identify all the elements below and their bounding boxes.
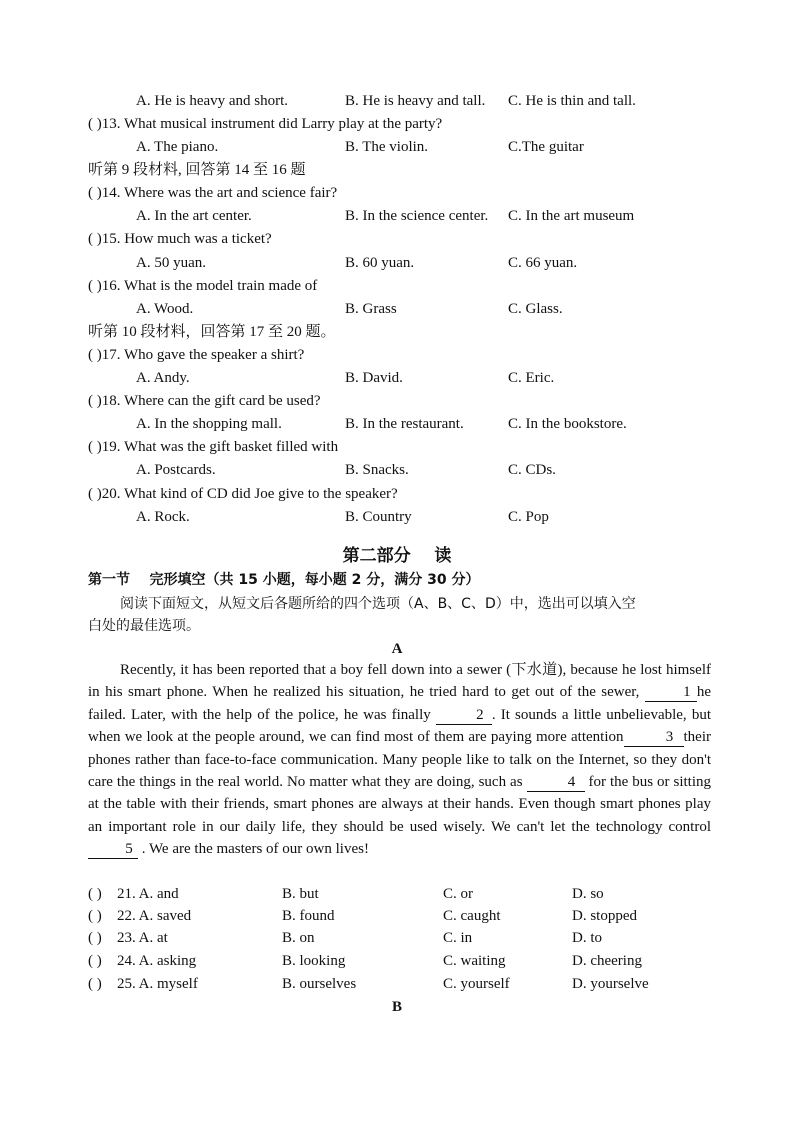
- option-d: D. to: [572, 930, 602, 946]
- passage-text: he failed. Later, with the help of the police, he was finally: [88, 684, 712, 723]
- q18-option-c: C. In the bookstore.: [508, 416, 627, 432]
- q14-option-a: A. In the art center.: [136, 208, 252, 224]
- answer-paren[interactable]: ( ): [88, 930, 102, 946]
- answer-paren[interactable]: ( ): [88, 439, 102, 455]
- passage-text: . It sounds a little unbelievable, but when we look at the people around, we can find most of them are paying more attention: [88, 706, 711, 746]
- instruction-line-2: 白处的最佳选项。: [88, 618, 200, 634]
- q17-option-a: A. Andy.: [136, 370, 190, 386]
- passage-a-label: A: [391, 641, 403, 657]
- answer-paren[interactable]: ( ): [88, 347, 102, 363]
- q13-option-b: B. The violin.: [345, 139, 429, 155]
- option-b: B. looking: [282, 953, 346, 969]
- q13-option-c: C.The guitar: [508, 139, 584, 155]
- question-text: 18. Where can the gift card be used?: [101, 393, 321, 409]
- passage-text: for the bus or sitting at the table with their friends, smart phones are always at their hands. Even though smart phones play an important role in our daily life, they should be used wisely. We can't let the technology control: [88, 774, 712, 835]
- q18-question: [88, 391, 321, 411]
- option-d: D. so: [572, 886, 604, 902]
- answer-paren[interactable]: ( ): [88, 393, 102, 409]
- q12-option-a: A. He is heavy and short.: [136, 93, 289, 109]
- passage-text: their phones rather than face-to-face communication. Many people like to talk on the Internet, so they don't care the things in the real world. No matter what they are doing, such as: [88, 729, 711, 791]
- section-9-instruction: 听第 9 段材料, 回答第 14 至 16 题: [88, 162, 306, 178]
- answer-paren[interactable]: ( ): [88, 953, 102, 969]
- q16-option-c: C. Glass.: [508, 301, 563, 317]
- q17-option-c: C. Eric.: [508, 370, 555, 386]
- q17-option-b: B. David.: [345, 370, 403, 386]
- q16-question: [88, 276, 317, 296]
- q15-question: [88, 229, 272, 249]
- part-2-title: 第二部分 读: [342, 546, 452, 566]
- q19-option-b: B. Snacks.: [345, 462, 409, 478]
- option-a: 21. A. and: [117, 886, 179, 902]
- blank-3[interactable]: 3: [624, 728, 684, 747]
- q15-option-a: A. 50 yuan.: [136, 255, 206, 271]
- section-10-instruction: 听第 10 段材料，回答第 17 至 20 题。: [88, 324, 336, 340]
- passage-b-label: B: [391, 999, 402, 1015]
- q16-option-b: B. Grass: [345, 301, 397, 317]
- option-d: D. yourselve: [572, 976, 649, 992]
- blank-4[interactable]: 4: [527, 773, 585, 792]
- q13-question: [88, 114, 442, 134]
- answer-paren[interactable]: ( ): [88, 886, 102, 902]
- q16-option-a: A. Wood.: [136, 301, 194, 317]
- passage-text: Recently, it has been reported that a boy fell down into a sewer (下水道), because he lost himself in his smart phone. When he realized his situation, he tried hard to get out of the sewer,: [88, 662, 711, 701]
- answer-paren[interactable]: ( ): [88, 231, 102, 247]
- q14-option-c: C. In the art museum: [508, 208, 635, 224]
- q15-option-b: B. 60 yuan.: [345, 255, 415, 271]
- q12-option-b: B. He is heavy and tall.: [345, 93, 486, 109]
- blank-1[interactable]: 1: [645, 683, 697, 702]
- option-b: B. ourselves: [282, 976, 357, 992]
- q14-option-b: B. In the science center.: [345, 208, 489, 224]
- passage-a: [88, 659, 711, 861]
- q17-question: [88, 345, 304, 365]
- answer-paren[interactable]: ( ): [88, 908, 102, 924]
- answer-paren[interactable]: ( ): [88, 185, 102, 201]
- option-c: C. waiting: [443, 953, 506, 969]
- q13-option-a: A. The piano.: [136, 139, 219, 155]
- question-text: 17. Who gave the speaker a shirt?: [101, 347, 305, 363]
- option-d: D. stopped: [572, 908, 637, 924]
- q20-question: [88, 484, 398, 504]
- q19-question: [88, 437, 338, 457]
- option-d: D. cheering: [572, 953, 642, 969]
- option-c: C. in: [443, 930, 473, 946]
- option-b: B. found: [282, 908, 335, 924]
- q18-option-b: B. In the restaurant.: [345, 416, 464, 432]
- option-c: C. or: [443, 886, 473, 902]
- blank-2[interactable]: 2: [436, 706, 492, 725]
- q19-option-a: A. Postcards.: [136, 462, 216, 478]
- question-text: 13. What musical instrument did Larry play at the party?: [101, 116, 443, 132]
- q20-option-a: A. Rock.: [136, 509, 190, 525]
- q19-option-c: C. CDs.: [508, 462, 556, 478]
- question-text: 14. Where was the art and science fair?: [101, 185, 338, 201]
- q20-option-c: C. Pop: [508, 509, 549, 525]
- answer-paren[interactable]: ( ): [88, 976, 102, 992]
- option-a: 23. A. at: [117, 930, 168, 946]
- q12-option-c: C. He is thin and tall.: [508, 93, 636, 109]
- instruction-line-1: 阅读下面短文，从短文后各题所给的四个选项（A、B、C、D）中，选出可以填入空: [120, 596, 636, 612]
- passage-text: . We are the masters of our own lives!: [141, 841, 369, 858]
- option-b: B. on: [282, 930, 315, 946]
- option-a: 24. A. asking: [117, 953, 197, 969]
- q14-question: [88, 183, 337, 203]
- option-b: B. but: [282, 886, 319, 902]
- question-text: 16. What is the model train made of: [101, 278, 318, 294]
- question-text: 20. What kind of CD did Joe give to the speaker?: [101, 486, 398, 502]
- blank-5[interactable]: 5: [88, 840, 138, 859]
- answer-paren[interactable]: ( ): [88, 486, 102, 502]
- option-a: 25. A. myself: [117, 976, 198, 992]
- question-text: 15. How much was a ticket?: [101, 231, 272, 247]
- q15-option-c: C. 66 yuan.: [508, 255, 578, 271]
- question-text: 19. What was the gift basket filled with: [101, 439, 339, 455]
- option-c: C. caught: [443, 908, 501, 924]
- q18-option-a: A. In the shopping mall.: [136, 416, 282, 432]
- answer-paren[interactable]: ( ): [88, 278, 102, 294]
- option-c: C. yourself: [443, 976, 510, 992]
- option-a: 22. A. saved: [117, 908, 192, 924]
- answer-paren[interactable]: ( ): [88, 116, 102, 132]
- q20-option-b: B. Country: [345, 509, 412, 525]
- section-1-title: 第一节 完形填空（共 15 小题，每小题 2 分，满分 30 分）: [88, 572, 480, 588]
